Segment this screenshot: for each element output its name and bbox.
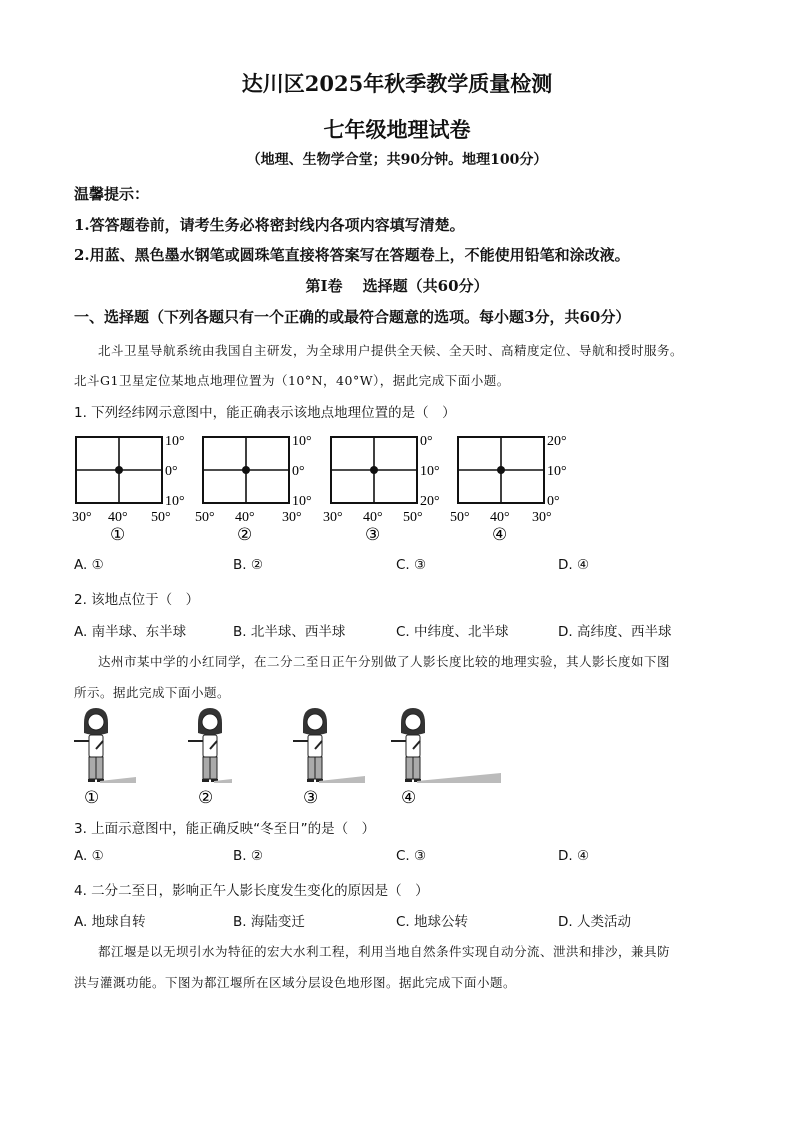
lat-label: 0° <box>547 494 560 509</box>
part-heading: 一、选择题（下列各题只有一个正确的或最符合题意的选项。每小题3分，共60分） <box>74 308 631 326</box>
tip-item: 1.答答题卷前，请考生务必将密封线内各项内容填写清楚。 <box>74 216 465 234</box>
lat-long-grid <box>68 430 198 545</box>
lat-label: 20° <box>547 434 567 449</box>
question-stem: 2. 该地点位于（ ） <box>74 592 200 608</box>
lat-long-grid <box>195 430 325 545</box>
answer-option: A. 南半球、东半球 <box>74 624 187 640</box>
material-paragraph: 北斗G1卫星定位某地点地理位置为（10°N，40°W），据此完成下面小题。 <box>74 373 510 388</box>
answer-option: C. 地球公转 <box>396 914 469 930</box>
lon-label: 50° <box>450 510 470 525</box>
figure-number: ② <box>198 788 214 807</box>
lon-label: 30° <box>282 510 302 525</box>
exam-note: （地理、生物学合堂；共90分钟。地理100分） <box>246 152 548 168</box>
figure-number: ③ <box>303 788 319 807</box>
lat-label: 10° <box>292 434 312 449</box>
material-paragraph: 洪与灌溉功能。下图为都江堰所在区域分层设色地形图。据此完成下面小题。 <box>74 975 517 990</box>
lat-long-grid <box>450 430 580 545</box>
question-stem: 1. 下列经纬网示意图中，能正确表示该地点地理位置的是（ ） <box>74 405 456 421</box>
lat-label: 10° <box>292 494 312 509</box>
lat-label: 10° <box>165 434 185 449</box>
exam-subtitle: 七年级地理试卷 <box>323 117 471 142</box>
lon-label: 50° <box>403 510 423 525</box>
shadow-figure <box>383 703 603 808</box>
answer-option: C. 中纬度、北半球 <box>396 624 509 640</box>
lon-label: 40° <box>363 510 383 525</box>
section-title: 第Ⅰ卷 选择题（共60分） <box>305 277 489 295</box>
answer-option: D. ④ <box>558 848 590 864</box>
answer-option: A. ① <box>74 557 104 573</box>
answer-option: B. 海陆变迁 <box>233 914 305 930</box>
tip-item: 2.用蓝、黑色墨水钢笔或圆珠笔直接将答案写在答题卷上，不能使用铅笔和涂改液。 <box>74 246 630 264</box>
answer-option: A. ① <box>74 848 104 864</box>
lon-label: 30° <box>532 510 552 525</box>
answer-option: C. ③ <box>396 848 427 864</box>
material-paragraph: 北斗卫星导航系统由我国自主研发，为全球用户提供全天候、全天时、高精度定位、导航和授时服务。 <box>98 343 684 358</box>
material-paragraph: 所示。据此完成下面小题。 <box>74 685 231 700</box>
figure-number: ① <box>84 788 100 807</box>
lat-label: 10° <box>547 464 567 479</box>
material-paragraph: 都江堰是以无坝引水为特征的宏大水利工程，利用当地自然条件实现自动分流、泄洪和排沙，兼具防 <box>98 944 671 959</box>
question-stem: 3. 上面示意图中，能正确反映“冬至日”的是（ ） <box>74 821 376 837</box>
tips-heading: 温馨提示： <box>74 185 150 203</box>
answer-option: D. 人类活动 <box>558 914 631 930</box>
lon-label: 50° <box>151 510 171 525</box>
answer-option: C. ③ <box>396 557 427 573</box>
lat-label: 0° <box>292 464 305 479</box>
grid-number: ④ <box>492 525 508 544</box>
answer-option: B. ② <box>233 848 263 864</box>
grid-number: ② <box>237 525 253 544</box>
figure-number: ④ <box>401 788 417 807</box>
lon-label: 50° <box>195 510 215 525</box>
lon-label: 40° <box>490 510 510 525</box>
lat-label: 20° <box>420 494 440 509</box>
answer-option: D. 高纬度、西半球 <box>558 624 672 640</box>
answer-option: A. 地球自转 <box>74 914 146 930</box>
answer-option: B. 北半球、西半球 <box>233 624 346 640</box>
question-stem: 4. 二分二至日，影响正午人影长度发生变化的原因是（ ） <box>74 883 429 899</box>
lat-label: 10° <box>165 494 185 509</box>
material-paragraph: 达州市某中学的小红同学，在二分二至日正午分别做了人影长度比较的地理实验，其人影长度如下图 <box>98 654 671 669</box>
lat-label: 0° <box>420 434 433 449</box>
lon-label: 40° <box>235 510 255 525</box>
answer-option: D. ④ <box>558 557 590 573</box>
answer-option: B. ② <box>233 557 263 573</box>
grid-number: ③ <box>365 525 381 544</box>
exam-title: 达川区2025年秋季教学质量检测 <box>241 71 553 96</box>
lat-label: 0° <box>165 464 178 479</box>
lon-label: 30° <box>72 510 92 525</box>
grid-number: ① <box>110 525 126 544</box>
lat-label: 10° <box>420 464 440 479</box>
lat-long-grid <box>323 430 453 545</box>
lon-label: 40° <box>108 510 128 525</box>
lon-label: 30° <box>323 510 343 525</box>
